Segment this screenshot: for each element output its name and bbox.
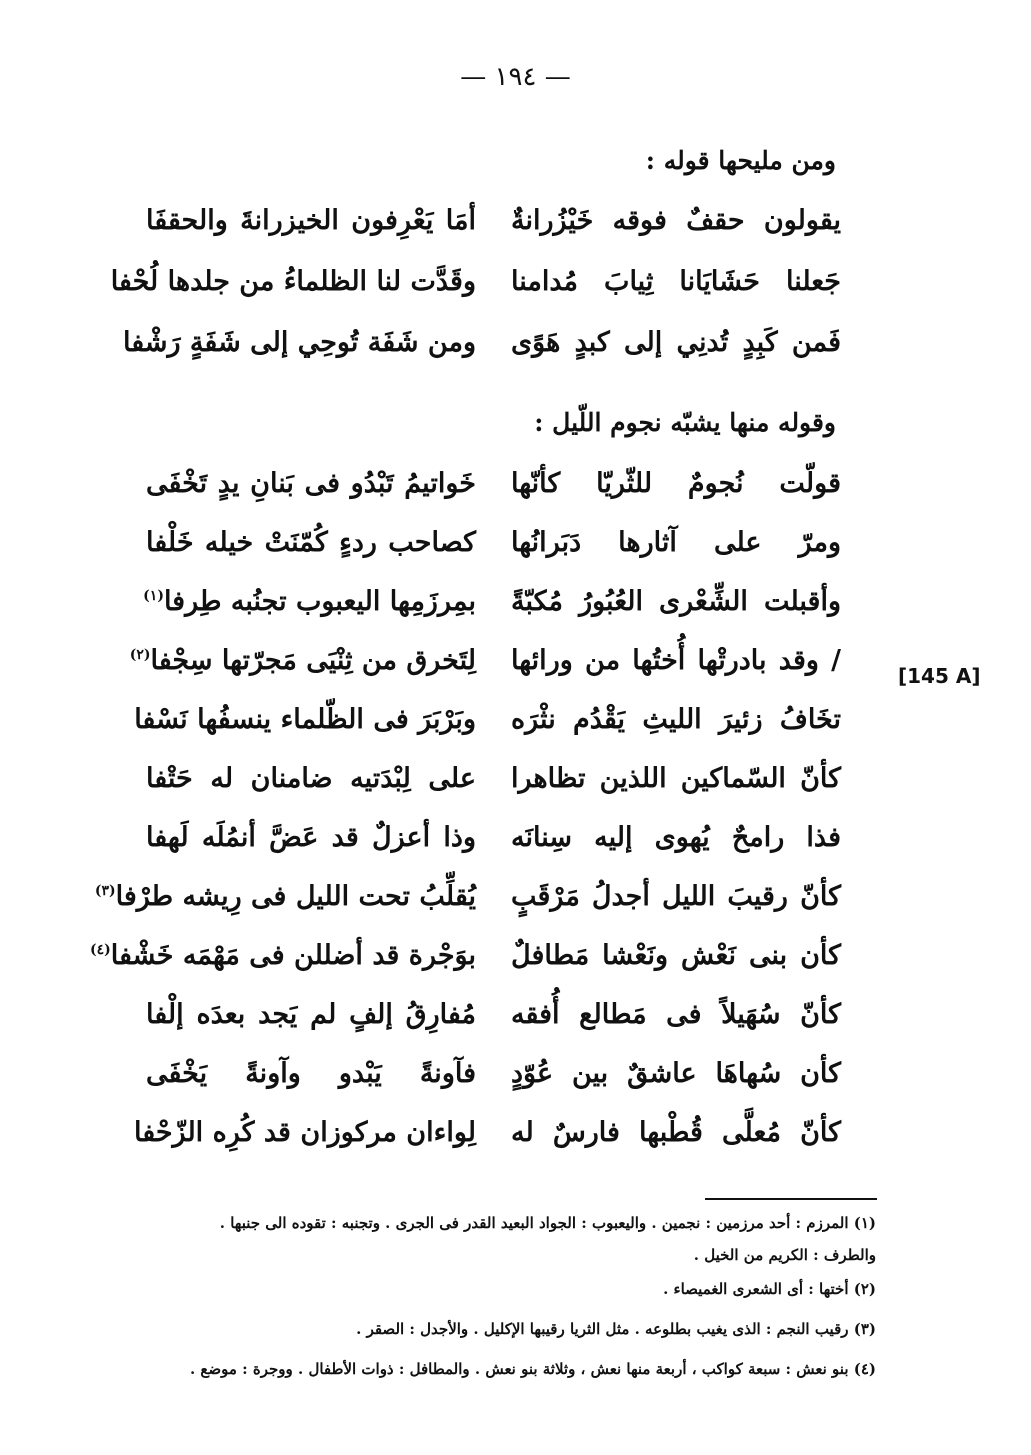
- verse-first-hemistich: يقولون حقفٌ فوقه خَيْزُرانةٌ: [511, 205, 841, 236]
- verse-second-hemistich: [94, 881, 476, 912]
- verse-text: بوَجْرة قد أضللن فى مَهْمَه خَشْفا: [110, 940, 476, 971]
- footnote-1-continued: والطرف : الكريم من الخيل .: [693, 1246, 876, 1264]
- verse-text: لِواءان مركوزان قد كُرِه الزّحْفا: [133, 1117, 476, 1148]
- footnote-marker: (٣): [94, 883, 116, 899]
- verse-text: وبَرْبَرَ فى الظّلماء ينسفُها نَسْفا: [134, 704, 476, 735]
- verse-first-hemistich: كأن بنى نَعْش ونَعْشا مَطافلٌ: [511, 940, 841, 971]
- verse-text: ومن شَفَة تُوحِي إلى شَفَةٍ رَشْفا: [122, 327, 476, 358]
- verse-first-hemistich: جَعلنا حَشَايَانا ثِيابَ مُدامنا: [511, 266, 841, 297]
- verse-second-hemistich: [122, 327, 476, 358]
- verse-text: مُفارِقُ إلفٍ لم يَجد بعدَه إلْفا: [146, 999, 476, 1030]
- verse-second-hemistich: [129, 645, 476, 676]
- verse-text: لِتَخرق من ثِنْيَى مَجرّتها سِجْفا: [150, 645, 476, 676]
- verse-second-hemistich: [146, 527, 476, 558]
- verse-text: أمَا يَعْرِفون الخيزرانةَ والحقفَا: [146, 205, 476, 236]
- verse-first-hemistich: وأقبلت الشِّعْرى العُبُورُ مُكبّةً: [511, 586, 841, 617]
- verse-second-hemistich: [134, 704, 476, 735]
- verse-text: على لِبْدَتيه ضامنان له حَتْفا: [146, 763, 476, 794]
- verse-second-hemistich: [90, 940, 476, 971]
- page-number: — ١٩٤ —: [460, 62, 571, 92]
- verse-first-hemistich: تخَافُ زئيرَ الليثِ يَقْدُم نثْرَه: [511, 704, 841, 735]
- verse-first-hemistich: كأن سُهاهَا عاشقٌ بين عُوّدٍ: [511, 1058, 841, 1089]
- footnote-marker: (١): [143, 588, 164, 604]
- verse-text: وقَدَّت لنا الظلماءُ من جلدها لُحْفا: [110, 266, 476, 297]
- verse-first-hemistich: كأنّ رقيبَ الليل أجدلُ مَرْقَبٍ: [511, 881, 841, 912]
- verse-second-hemistich: [146, 822, 476, 853]
- verse-first-hemistich: كأنّ السّماكين اللذين تظاهرا: [511, 763, 841, 794]
- footnote-1: (١) المرزم : أحد مرزمين : نجمين . واليعبوب : الجواد البعيد القدر فى الجرى . وتجنبه : تقوده الى جنبها .: [219, 1214, 876, 1232]
- verse-text: بمِرزَمِها اليعبوب تجنُبه طِرفا: [163, 586, 476, 617]
- footnote-separator: [705, 1198, 877, 1200]
- verse-second-hemistich: [133, 1117, 476, 1148]
- verse-text: وذا أعزلٌ قد عَضَّ أنمُلَه لَهفا: [146, 822, 476, 853]
- footnote-marker: (٤): [90, 942, 111, 958]
- verse-text: يُقلِّبُ تحت الليل فى رِيشه طرْفا: [115, 881, 476, 912]
- verse-text: خَواتيمُ تَبْدُو فى بَنانِ يدٍ تَخْفَى: [146, 468, 476, 499]
- intro-line-2: وقوله منها يشبّه نجوم اللّيل :: [534, 408, 836, 437]
- verse-second-hemistich: [146, 1058, 476, 1089]
- manuscript-folio-reference: [145 A]: [898, 664, 981, 688]
- verse-first-hemistich: فذا رامحٌ يُهوى إليه سِنانَه: [511, 822, 841, 853]
- verse-text: فآونةً يَبْدو وآونةً يَخْفَى: [146, 1058, 476, 1089]
- verse-text: كصاحب ردءٍ كُمّنَتْ خيله خَلْفا: [146, 527, 476, 558]
- verse-first-hemistich: قولّت نُجومٌ للثّريّا كأنّها: [511, 468, 841, 499]
- verse-second-hemistich: [146, 205, 476, 236]
- verse-second-hemistich: [146, 468, 476, 499]
- footnote-marker: (٢): [129, 647, 151, 663]
- verse-second-hemistich: [146, 999, 476, 1030]
- verse-first-hemistich: ومرّ على آثارها دَبَرانُها: [511, 527, 841, 558]
- intro-line-1: ومن مليحها قوله :: [645, 146, 836, 175]
- footnote-3: (٣) رقيب النجم : الذى يغيب بطلوعه . مثل الثريا رقيبها الإكليل . والأجدل : الصقر .: [356, 1320, 876, 1338]
- footnote-2: (٢) أختها : أى الشعرى الغميصاء .: [663, 1280, 876, 1298]
- verse-first-hemistich: كأنّ سُهَيلاً فى مَطالع أُفقه: [511, 999, 841, 1030]
- verse-first-hemistich: كأنّ مُعلَّى قُطْبها فارسٌ له: [511, 1117, 841, 1148]
- verse-second-hemistich: [146, 763, 476, 794]
- footnote-4: (٤) بنو نعش : سبعة كواكب ، أربعة منها نعش ، وثلاثة بنو نعش . والمطافل : ذوات الأطفال . ووجرة : موضع .: [189, 1360, 876, 1378]
- verse-first-hemistich: / وقد بادرتْها أُختُها من ورائها: [511, 645, 841, 676]
- verse-second-hemistich: [110, 266, 476, 297]
- verse-first-hemistich: فَمن كَبِدٍ تُدنِي إلى كبدٍ هَوًى: [511, 327, 841, 358]
- verse-second-hemistich: [143, 586, 476, 617]
